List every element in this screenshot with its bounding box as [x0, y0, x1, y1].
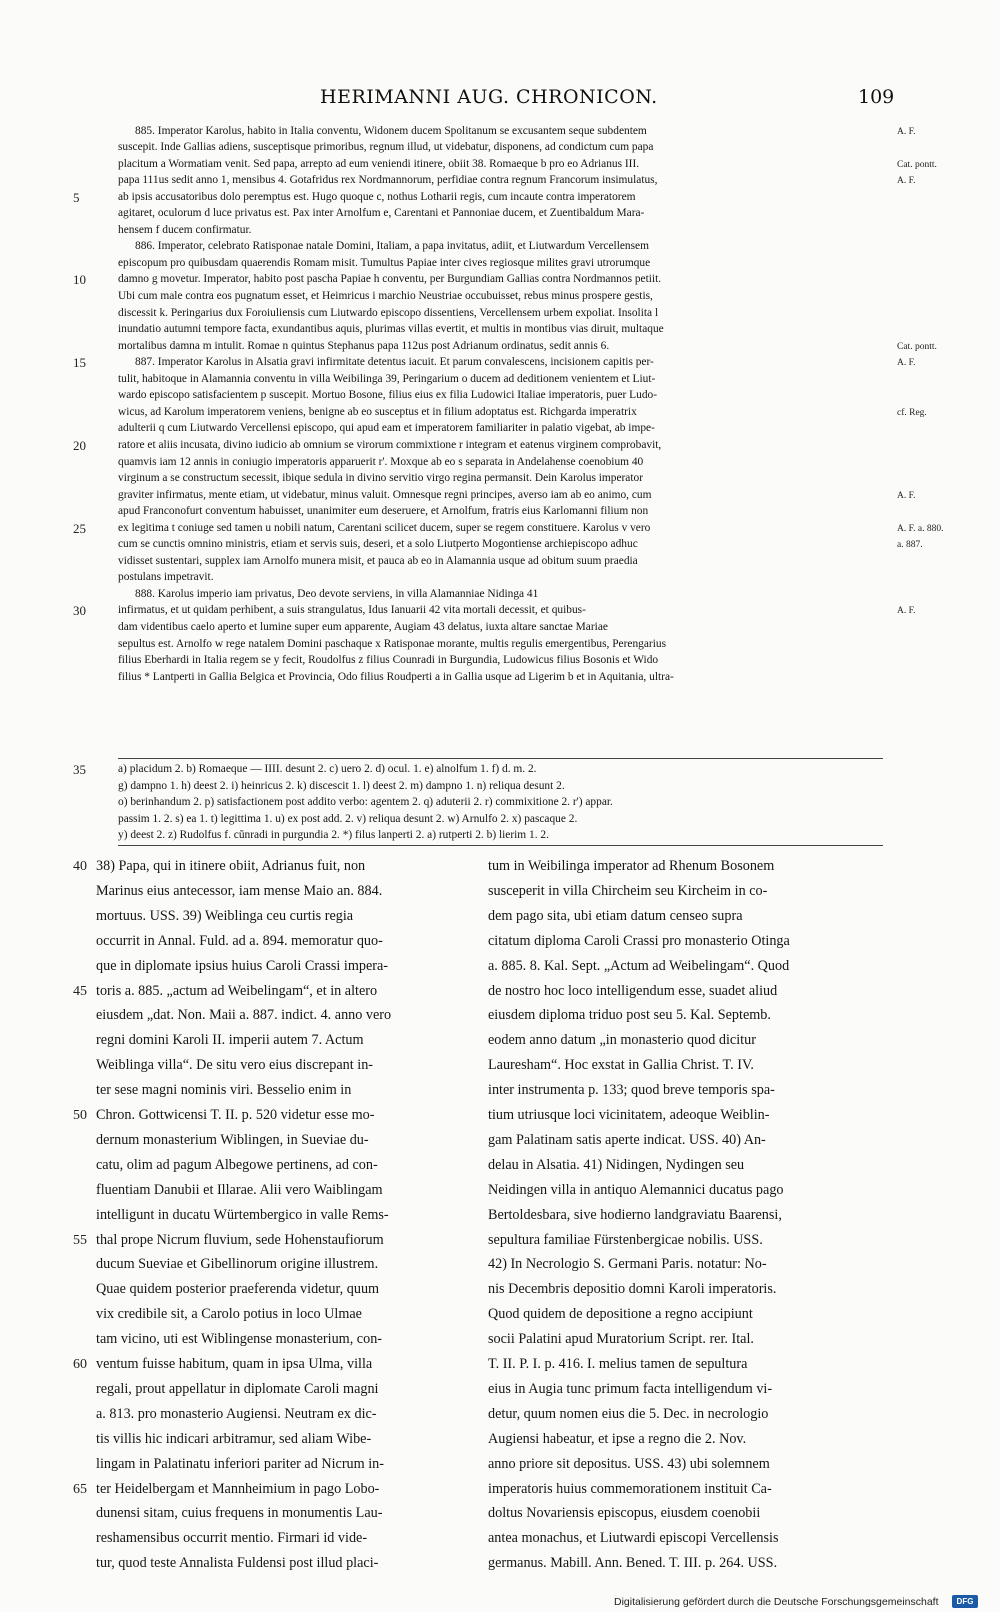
note-line-right: T. II. P. I. p. 416. I. melius tamen de sepultura — [488, 1356, 748, 1372]
note-line-left: tur, quod teste Annalista Fuldensi post illud placi- — [96, 1555, 379, 1572]
main-text-line: ex legitima t coniuge sed tamen u nobili natum, Carentani scilicet ducem, super se regem constituere. Karolus v vero — [118, 521, 651, 534]
main-text-line: quamvis iam 12 annis in coniugio imperatoris apparuerit r'. Moxque ab eo s separata in Andelahense coenobium 40 — [118, 455, 644, 468]
note-line-left: tis villis hic indicari arbitramur, sed aliam Wibe- — [96, 1430, 372, 1447]
main-text-line: 887. Imperator Karolus in Alsatia gravi infirmitate detentus iacuit. Et parum convalescens, incisionem capitis per- — [135, 356, 654, 369]
note-line-left: vix credibile sit, a Carolo potius in loco Ulmae — [96, 1306, 362, 1323]
apparatus-rule — [118, 758, 883, 759]
note-line-right: antea monachus, et Liutwardi episcopi Vercellensis — [488, 1530, 779, 1547]
note-line-right: Neidingen villa in antiquo Alemannici ducatus pago — [488, 1181, 784, 1198]
main-text-line: suscepit. Inde Gallias adiens, susceptisque primoribus, regnum illud, ut videbatur, disponens, ad condictum cum papa — [118, 141, 654, 154]
apparatus-line: y) deest 2. z) Rudolfus f. cŭnradi in purgundia 2. *) filus lanperti 2. a) rutperti 2. b) lierim 1. 2. — [118, 829, 549, 841]
apparatus-line: passim 1. 2. s) ea 1. t) legittima 1. u) ex post add. 2. v) reliqua desunt 2. w) Arnulfo 2. x) pascaque 2. — [118, 812, 578, 825]
line-number: 55 — [73, 1232, 87, 1248]
line-number: 5 — [73, 189, 80, 205]
main-text-line: agitaret, oculorum d luce privatus est. Pax inter Arnolfum e, Carentani et Pannoniae ducem, et Zuentibaldum Mara- — [118, 207, 645, 220]
main-text-line: hensem f ducem confirmatur. — [118, 223, 252, 236]
main-text-line: filius * Lantperti in Gallia Belgica et Provincia, Odo filius Roudperti a in Gallia usque ad Ligerim b et in Aquitania, ultra- — [118, 670, 674, 683]
margin-note: Cat. pontt. — [897, 159, 937, 170]
line-number: 60 — [73, 1357, 87, 1372]
margin-note: a. 887. — [897, 540, 923, 551]
note-line-right: 42) In Necrologio S. Germani Paris. notatur: No- — [488, 1256, 767, 1273]
main-text-line: virginum a se constructum secessit, ibique sedula in divino servitio virgo regina permansit. Dein Karolus imperator — [118, 472, 644, 485]
main-text-line: adulterii q cum Liutwardo Vercellensi episcopo, qui apud eam et imperatorem familiariter in palatio vigebat, ab impe- — [118, 422, 655, 435]
note-line-right: doltus Novariensis episcopus, eiusdem coenobii — [488, 1505, 761, 1522]
main-text-line: graviter infirmatus, mente etiam, ut videbatur, minus valuit. Omnesque regni principes, averso iam ab eo animo, cum — [118, 488, 652, 501]
note-line-left: que in diplomate ipsius huius Caroli Crassi impera- — [96, 957, 388, 974]
main-text-line: sepultus est. Arnolfo w rege natalem Domini paschaque x Ratisponae morante, multis regulis emergentibus, Perengarius — [118, 637, 666, 650]
note-line-right: eiusdem diploma triduo post seu 5. Kal. Septemb. — [488, 1007, 771, 1024]
line-number: 50 — [73, 1108, 87, 1123]
main-text-line: vidisset sustentari, supplex iam Arnolfo munera misit, et pauca ab eo in Alamannia usque ad obitum suum praedia — [118, 554, 638, 567]
note-line-right: anno priore sit depositus. USS. 43) ubi solemnem — [488, 1455, 770, 1472]
margin-note: A. F. — [897, 358, 916, 369]
note-line-right: Augiensi habeatur, et ipse a regno die 2. Nov. — [488, 1430, 747, 1447]
main-text-line: discessit k. Peringarius dux Foroiuliensis cum Liutwardo episcopo dissentiens, Vercellensem urbem expoliat. Insolita l — [118, 306, 659, 319]
main-text-line: 888. Karolus imperio iam privatus, Deo devote serviens, in villa Alamanniae Nidinga 41 — [135, 587, 539, 600]
line-number: 15 — [73, 355, 86, 371]
note-line-left: ter Heidelbergam et Mannheimium in pago Lobo- — [96, 1480, 380, 1497]
notes-rule — [118, 845, 883, 846]
main-text-line: apud Franconofurt conventum habuisset, unanimiter eum deseruere, et Arnolfum, fratris eius Karlomanni filium non — [118, 505, 649, 518]
note-line-right: de nostro hoc loco intelligendum esse, suadet aliud — [488, 982, 778, 999]
line-number: 25 — [73, 520, 86, 536]
margin-note: cf. Reg. — [897, 407, 927, 418]
margin-note: A. F. — [897, 490, 916, 501]
note-line-left: 38) Papa, qui in itinere obiit, Adrianus fuit, non — [96, 858, 366, 874]
note-line-right: Lauresham“. Hoc exstat in Gallia Christ. T. IV. — [488, 1057, 754, 1074]
note-line-right: delau in Alsatia. 41) Nidingen, Nydingen seu — [488, 1156, 745, 1173]
note-line-left: thal prope Nicrum fluvium, sede Hohenstaufiorum — [96, 1231, 384, 1248]
main-text-line: placitum a Wormatiam venit. Sed papa, arrepto ad eum veniendi itinere, obiit 38. Romaeque b pro eo Adrianus III. — [118, 157, 640, 170]
note-line-left: Weiblinga villa“. De situ vero eius discrepant in- — [96, 1057, 374, 1074]
margin-note: A. F. — [897, 126, 916, 137]
main-text-line: ab ipsis accusatoribus dolo peremptus est. Hugo quoque c, nothus Lotharii regis, cum incaute contra imperatorem — [118, 190, 636, 203]
main-text-line: wicus, ad Karolum imperatorem veniens, benigne ab eo susceptus et in filium adoptatus est. Richgarda imperatrix — [118, 405, 637, 418]
note-line-left: ventum fuisse habitum, quam in ipsa Ulma, villa — [96, 1356, 373, 1372]
main-text-line: tulit, habitoque in Alamannia conventu in villa Weibilinga 39, Peringarium o ducem ad deditionem venientem et Liut- — [118, 372, 656, 385]
note-line-left: eiusdem „dat. Non. Maii a. 887. indict. 4. anno vero — [96, 1007, 392, 1024]
note-line-right: tum in Weibilinga imperator ad Rhenum Bosonem — [488, 858, 775, 874]
note-line-left: occurrit in Annal. Fuld. ad a. 894. memoratur quo- — [96, 932, 383, 949]
apparatus-line: g) dampno 1. h) deest 2. i) heinricus 2. k) discescit 1. l) deest 2. m) dampno 1. n) reliqua desunt 2. — [118, 779, 565, 792]
note-line-right: inter instrumenta p. 133; quod breve temporis spa- — [488, 1082, 775, 1099]
page-number: 109 — [858, 86, 895, 108]
main-text-line: dam videntibus caelo aperto et lumine super eum apparente, Augiam 43 delatus, iuxta altare sanctae Mariae — [118, 621, 608, 633]
main-text-line: damno g movetur. Imperator, habito post pascha Papiae h conventu, per Burgundiam Gallias contra Nordmannos petiit. — [118, 273, 662, 286]
note-line-right: gam Palatinam satis aperte indicat. USS. 40) An- — [488, 1131, 766, 1148]
main-text-line: Ubi cum male contra eos pugnatum esset, et Heimricus i marchio Neustriae occubuisset, rebus minus prospere gestis, — [118, 290, 653, 302]
note-line-right: detur, quum nomen eius die 5. Dec. in necrologio — [488, 1405, 769, 1422]
note-line-left: tam vicino, uti est Wiblingense monasterium, con- — [96, 1331, 383, 1348]
line-number: 10 — [73, 272, 86, 288]
note-line-left: reshamensibus occurrit mentio. Firmari id vide- — [96, 1530, 368, 1547]
note-line-left: Marinus eius antecessor, iam mense Maio an. 884. — [96, 882, 383, 899]
note-line-left: catu, olim ad pagum Albegowe pertinens, ad con- — [96, 1156, 378, 1173]
main-text-line: episcopum pro quibusdam quaerendis Romam misit. Tumultus Papiae inter cives regiosque milites gravi utrorumque — [118, 256, 651, 269]
note-line-left: a. 813. pro monasterio Augiensi. Neutram ex dic- — [96, 1405, 377, 1422]
note-line-right: germanus. Mabill. Ann. Bened. T. III. p. 264. USS. — [488, 1555, 778, 1572]
main-text-line: ratore et aliis incusata, divino iudicio ab omnium se virorum commixtione r integram et eatenus virginem comprobavit, — [118, 438, 662, 451]
note-line-left: mortuus. USS. 39) Weiblinga ceu curtis regia — [96, 907, 354, 924]
margin-note: Cat. pontt. — [897, 341, 937, 352]
note-line-right: socii Palatini apud Muratorium Script. rer. Ital. — [488, 1331, 754, 1348]
margin-note: A. F. a. 880. — [897, 523, 944, 534]
main-text-line: 886. Imperator, celebrato Ratisponae natale Domini, Italiam, a papa invitatus, adiit, et Liutwardum Vercellensem — [135, 240, 649, 253]
main-text-line: inundatio autumni tempore facta, exundantibus aquis, plurimas villas evertit, et multis in montibus vias diruit, multaque — [118, 323, 664, 336]
note-line-right: Quod quidem de depositione a regno accipiunt — [488, 1306, 753, 1323]
note-line-left: dernum monasterium Wiblingen, in Sueviae du- — [96, 1131, 369, 1148]
line-number: 35 — [73, 762, 86, 777]
note-line-right: a. 885. 8. Kal. Sept. „Actum ad Weibelingam“. Quod — [488, 957, 790, 974]
note-line-left: fluentiam Danubii et Illarae. Alii vero Waiblingam — [96, 1181, 383, 1198]
line-number: 45 — [73, 983, 87, 999]
main-text-line: postulans impetravit. — [118, 571, 214, 584]
note-line-left: intelligunt in ducatu Würtembergico in valle Rems- — [96, 1206, 389, 1223]
note-line-right: eodem anno datum „in monasterio quod dicitur — [488, 1032, 756, 1049]
margin-note: A. F. — [897, 606, 916, 617]
line-number: 20 — [73, 437, 86, 453]
note-line-left: Chron. Gottwicensi T. II. p. 520 videtur esse mo- — [96, 1107, 375, 1123]
note-line-right: eius in Augia tunc primum facta intelligendum vi- — [488, 1380, 773, 1397]
dfg-logo: DFG — [952, 1595, 978, 1608]
note-line-left: ter sese magni nominis viri. Besselio enim in — [96, 1082, 352, 1099]
main-text-line: filius Eberhardi in Italia regem se y fecit, Roudolfus z filius Counradi in Burgundia, Ludowicus filius Bosonis et Wido — [118, 654, 659, 667]
note-line-right: dem pago sita, ubi etiam datum censeo supra — [488, 907, 743, 924]
funding-credit: Digitalisierung gefördert durch die Deutsche Forschungsgemeinschaft — [614, 1596, 939, 1608]
apparatus-line: o) berinhandum 2. p) satisfactionem post addito verbo: agentem 2. q) aduterii 2. r) commixitione 2. r') appar. — [118, 796, 613, 808]
note-line-right: imperatoris huius commemorationem instituit Ca- — [488, 1480, 772, 1497]
note-line-right: citatum diploma Caroli Crassi pro monasterio Otinga — [488, 932, 790, 949]
margin-note: A. F. — [897, 176, 916, 187]
note-line-left: toris a. 885. „actum ad Weibelingam“, et in altero — [96, 982, 378, 999]
main-text-line: mortalibus damna m intulit. Romae n quintus Stephanus papa 112us post Adrianum ordinatus, sedit annis 6. — [118, 339, 610, 352]
main-text-line: 885. Imperator Karolus, habito in Italia conventu, Widonem ducem Spolitanum se excusantem seque subdentem — [135, 124, 647, 137]
main-text-line: cum se cunctis omnino ministris, etiam et servis suis, deseri, et a solo Liutperto Mogontiense archiepiscopo adhuc — [118, 538, 638, 551]
note-line-left: regali, prout appellatur in diplomate Caroli magni — [96, 1380, 379, 1397]
line-number: 40 — [73, 859, 87, 874]
apparatus-line: a) placidum 2. b) Romaeque — IIII. desunt 2. c) uero 2. d) ocul. 1. e) alnolfum 1. f) d. m. 2. — [118, 763, 537, 775]
note-line-right: susceperit in villa Chircheim seu Kircheim in co- — [488, 882, 768, 899]
main-text-line: papa 111us sedit anno 1, mensibus 4. Gotafridus rex Nordmannorum, perfidiae contra regnum Francorum insimulatus, — [118, 174, 658, 187]
running-title: HERIMANNI AUG. CHRONICON. — [320, 86, 658, 108]
note-line-right: sepultura familiae Fürstenbergicae nobilis. USS. — [488, 1231, 763, 1248]
line-number: 30 — [73, 603, 86, 619]
main-text-line: wardo episcopo satisfacientem p suscepit. Mortuo Bosone, filius eius ex filia Ludowici Italiae imperatoris, puer Ludo- — [118, 389, 658, 402]
note-line-right: Bertoldesbara, sive hodierno landgraviatu Baarensi, — [488, 1206, 782, 1223]
note-line-right: nis Decembris depositio domni Karoli imperatoris. — [488, 1281, 777, 1298]
note-line-right: tium utriusque loci vicinitatem, adeoque Weiblin- — [488, 1107, 770, 1123]
note-line-left: dunensi sitam, cuius frequens in monumentis Lau- — [96, 1505, 383, 1522]
line-number: 65 — [73, 1481, 87, 1497]
note-line-left: Quae quidem posterior praeferenda videtur, quum — [96, 1281, 380, 1298]
note-line-left: ducum Sueviae et Gibellinorum origine illustrem. — [96, 1256, 379, 1273]
note-line-left: lingam in Palatinatu inferiori pariter ad Nicrum in- — [96, 1455, 384, 1472]
main-text-line: infirmatus, et ut quidam perhibent, a suis strangulatus, Idus Ianuarii 42 vita mortali decessit, et quibus- — [118, 604, 586, 617]
note-line-left: regni domini Karoli II. imperii autem 7. Actum — [96, 1032, 364, 1049]
